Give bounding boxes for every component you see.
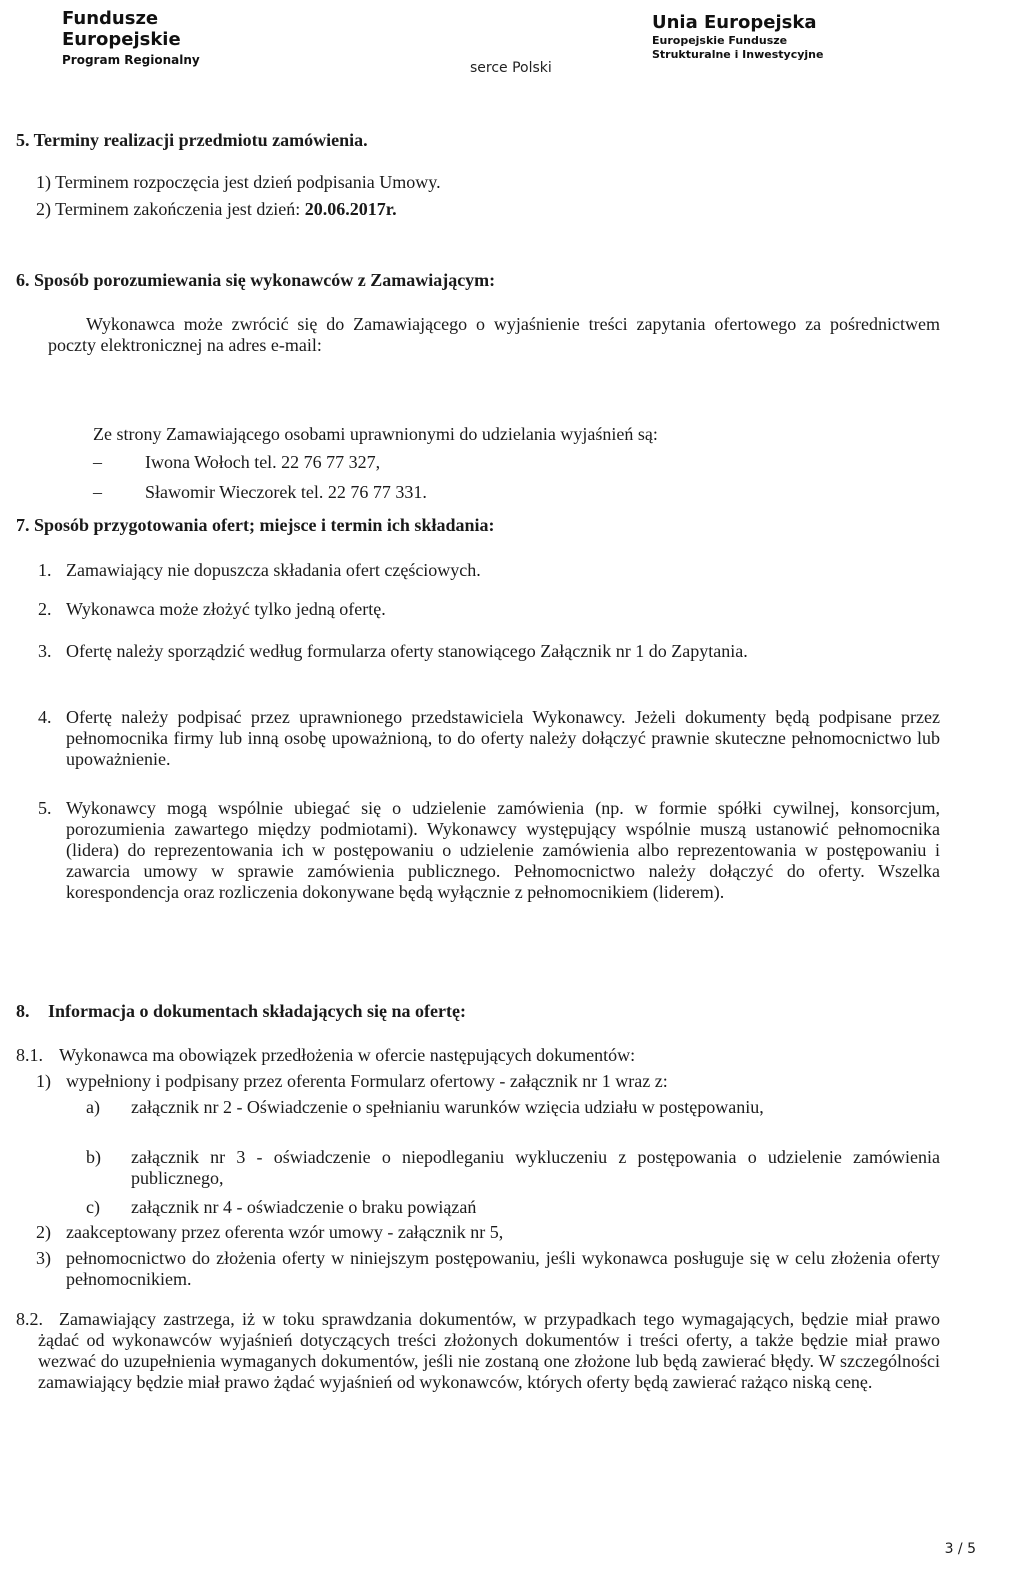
s81-intro: Wykonawca ma obowiązek przedłożenia w ofercie następujących dokumentów: [59,1045,636,1065]
s81-p3-num: 3) [36,1248,51,1268]
s7-num-5: 5. [38,798,52,818]
s7-item-4: Ofertę należy podpisać przez uprawnionego przedstawiciela Wykonawcy. Jeżeli dokumenty będą podpisane przez pełnomocnika firmy lub inną osobę upoważnioną, to do oferty należy dołączyć prawnie skuteczne pełnomocnictwo lub upoważnienie. [66,707,940,769]
s81-item-1: wypełniony i podpisany przez oferenta Formularz ofertowy - załącznik nr 1 wraz z: [66,1071,668,1091]
s7-item-1: Zamawiający nie dopuszcza składania ofert częściowych. [66,560,481,580]
s7-num-1: 1. [38,560,52,580]
contact-1: Iwona Wołoch tel. 22 76 77 327, [145,452,381,472]
logo-mid-text: serce Polski [470,60,552,76]
s81-item-3: pełnomocnictwo do złożenia oferty w niniejszym postępowaniu, jeśli wykonawca posługuje się w celu złożenia oferty pełnomocnikiem. [66,1248,940,1289]
dash-1: – [93,452,102,472]
s81-c-label: c) [86,1197,100,1217]
s81-item-2: zaakceptowany przez oferenta wzór umowy - załącznik nr 5, [66,1222,504,1242]
section-6-paragraph: Wykonawca może zwrócić się do Zamawiającego o wyjaśnienie treści zapytania ofertowego za pośrednictwem poczty elektronicznej na adres e-mail: [48,314,940,355]
eu-line-2: Europejskie Fundusze [652,34,788,47]
logo-line-2: Europejskie [62,29,181,50]
section-5-item-2 [36,199,397,220]
section-5-item-1: 1) Terminem rozpoczęcia jest dzień podpisania Umowy. [36,172,441,192]
s7-item-2: Wykonawca może złożyć tylko jedną ofertę. [66,599,386,619]
header-logo-mazowsze [470,60,552,76]
s81-a-label: a) [86,1097,100,1117]
section-6-heading: 6. Sposób porozumiewania się wykonawców z Zamawiającym: [16,270,496,290]
contact-intro: Ze strony Zamawiającego osobami uprawnionymi do udzielania wyjaśnień są: [93,424,658,444]
s7-num-2: 2. [38,599,52,619]
dash-2: – [93,482,102,502]
s81-a: załącznik nr 2 - Oświadczenie o spełnianiu warunków wzięcia udziału w postępowaniu, [131,1097,764,1117]
logo-line-1: Fundusze [62,8,159,29]
s81-p2-num: 2) [36,1222,51,1242]
s7-num-4: 4. [38,707,52,727]
s81-num: 8.1. [16,1045,43,1065]
s7-item-3: Ofertę należy sporządzić według formularza oferty stanowiącego Załącznik nr 1 do Zapytania. [66,641,748,661]
section-7-heading: 7. Sposób przygotowania ofert; miejsce i termin ich składania: [16,515,495,535]
eu-line-1: Unia Europejska [652,12,817,33]
s81-c: załącznik nr 4 - oświadczenie o braku powiązań [131,1197,477,1217]
section-5-item-2-text: 2) Terminem zakończenia jest dzień: [36,199,305,219]
contact-2: Sławomir Wieczorek tel. 22 76 77 331. [145,482,427,502]
end-date: 20.06.2017r. [304,199,397,219]
s81-p1-num: 1) [36,1071,51,1091]
page-number: 3 / 5 [944,1541,976,1557]
header-logo-fe [62,8,200,68]
s82-text: Zamawiający zastrzega, iż w toku sprawdzania dokumentów, w przypadkach tego wymagających, będzie miał prawo żądać od wykonawców wyjaśnień dotyczących treści złożonych dokumentów i treści oferty, a także będzie miał prawo wezwać do uzupełnienia wymaganych dokumentów, jeśli nie zostaną one złożone lub będą zawierać błędy. W szczególności zamawiający będzie miał prawo żądać wyjaśnień od wykonawców, których oferty będą zawierać rażąco niską cenę. [38,1309,940,1392]
section-5-heading: 5. Terminy realizacji przedmiotu zamówienia. [16,130,368,150]
s81-b-label: b) [86,1147,101,1167]
eu-line-3: Strukturalne i Inwestycyjne [652,48,824,61]
s81-b: załącznik nr 3 - oświadczenie o niepodleganiu wykluczeniu z postępowania o udzielenie zamówienia publicznego, [131,1147,940,1188]
section-8-heading: Informacja o dokumentach składających się na ofertę: [48,1001,466,1021]
s7-num-3: 3. [38,641,52,661]
s82-num: 8.2. [16,1309,43,1329]
s8-num: 8. [16,1001,30,1021]
header-logo-eu [652,12,823,62]
logo-line-3: Program Regionalny [62,53,200,67]
s7-item-5: Wykonawcy mogą wspólnie ubiegać się o udzielenie zamówienia (np. w formie spółki cywilnej, konsorcjum, porozumienia zawartego między podmiotami). Wykonawcy występujący wspólnie muszą ustanowić pełnomocnika (lidera) do reprezentowania ich w postępowaniu o udzielenie zamówienia albo reprezentowania w postępowaniu i zawarcia umowy w sprawie zamówienia publicznego. Pełnomocnictwo należy dołączyć do oferty. Wszelka korespondencja oraz rozliczenia dokonywane będą wyłącznie z pełnomocnikiem (liderem). [66,798,940,902]
